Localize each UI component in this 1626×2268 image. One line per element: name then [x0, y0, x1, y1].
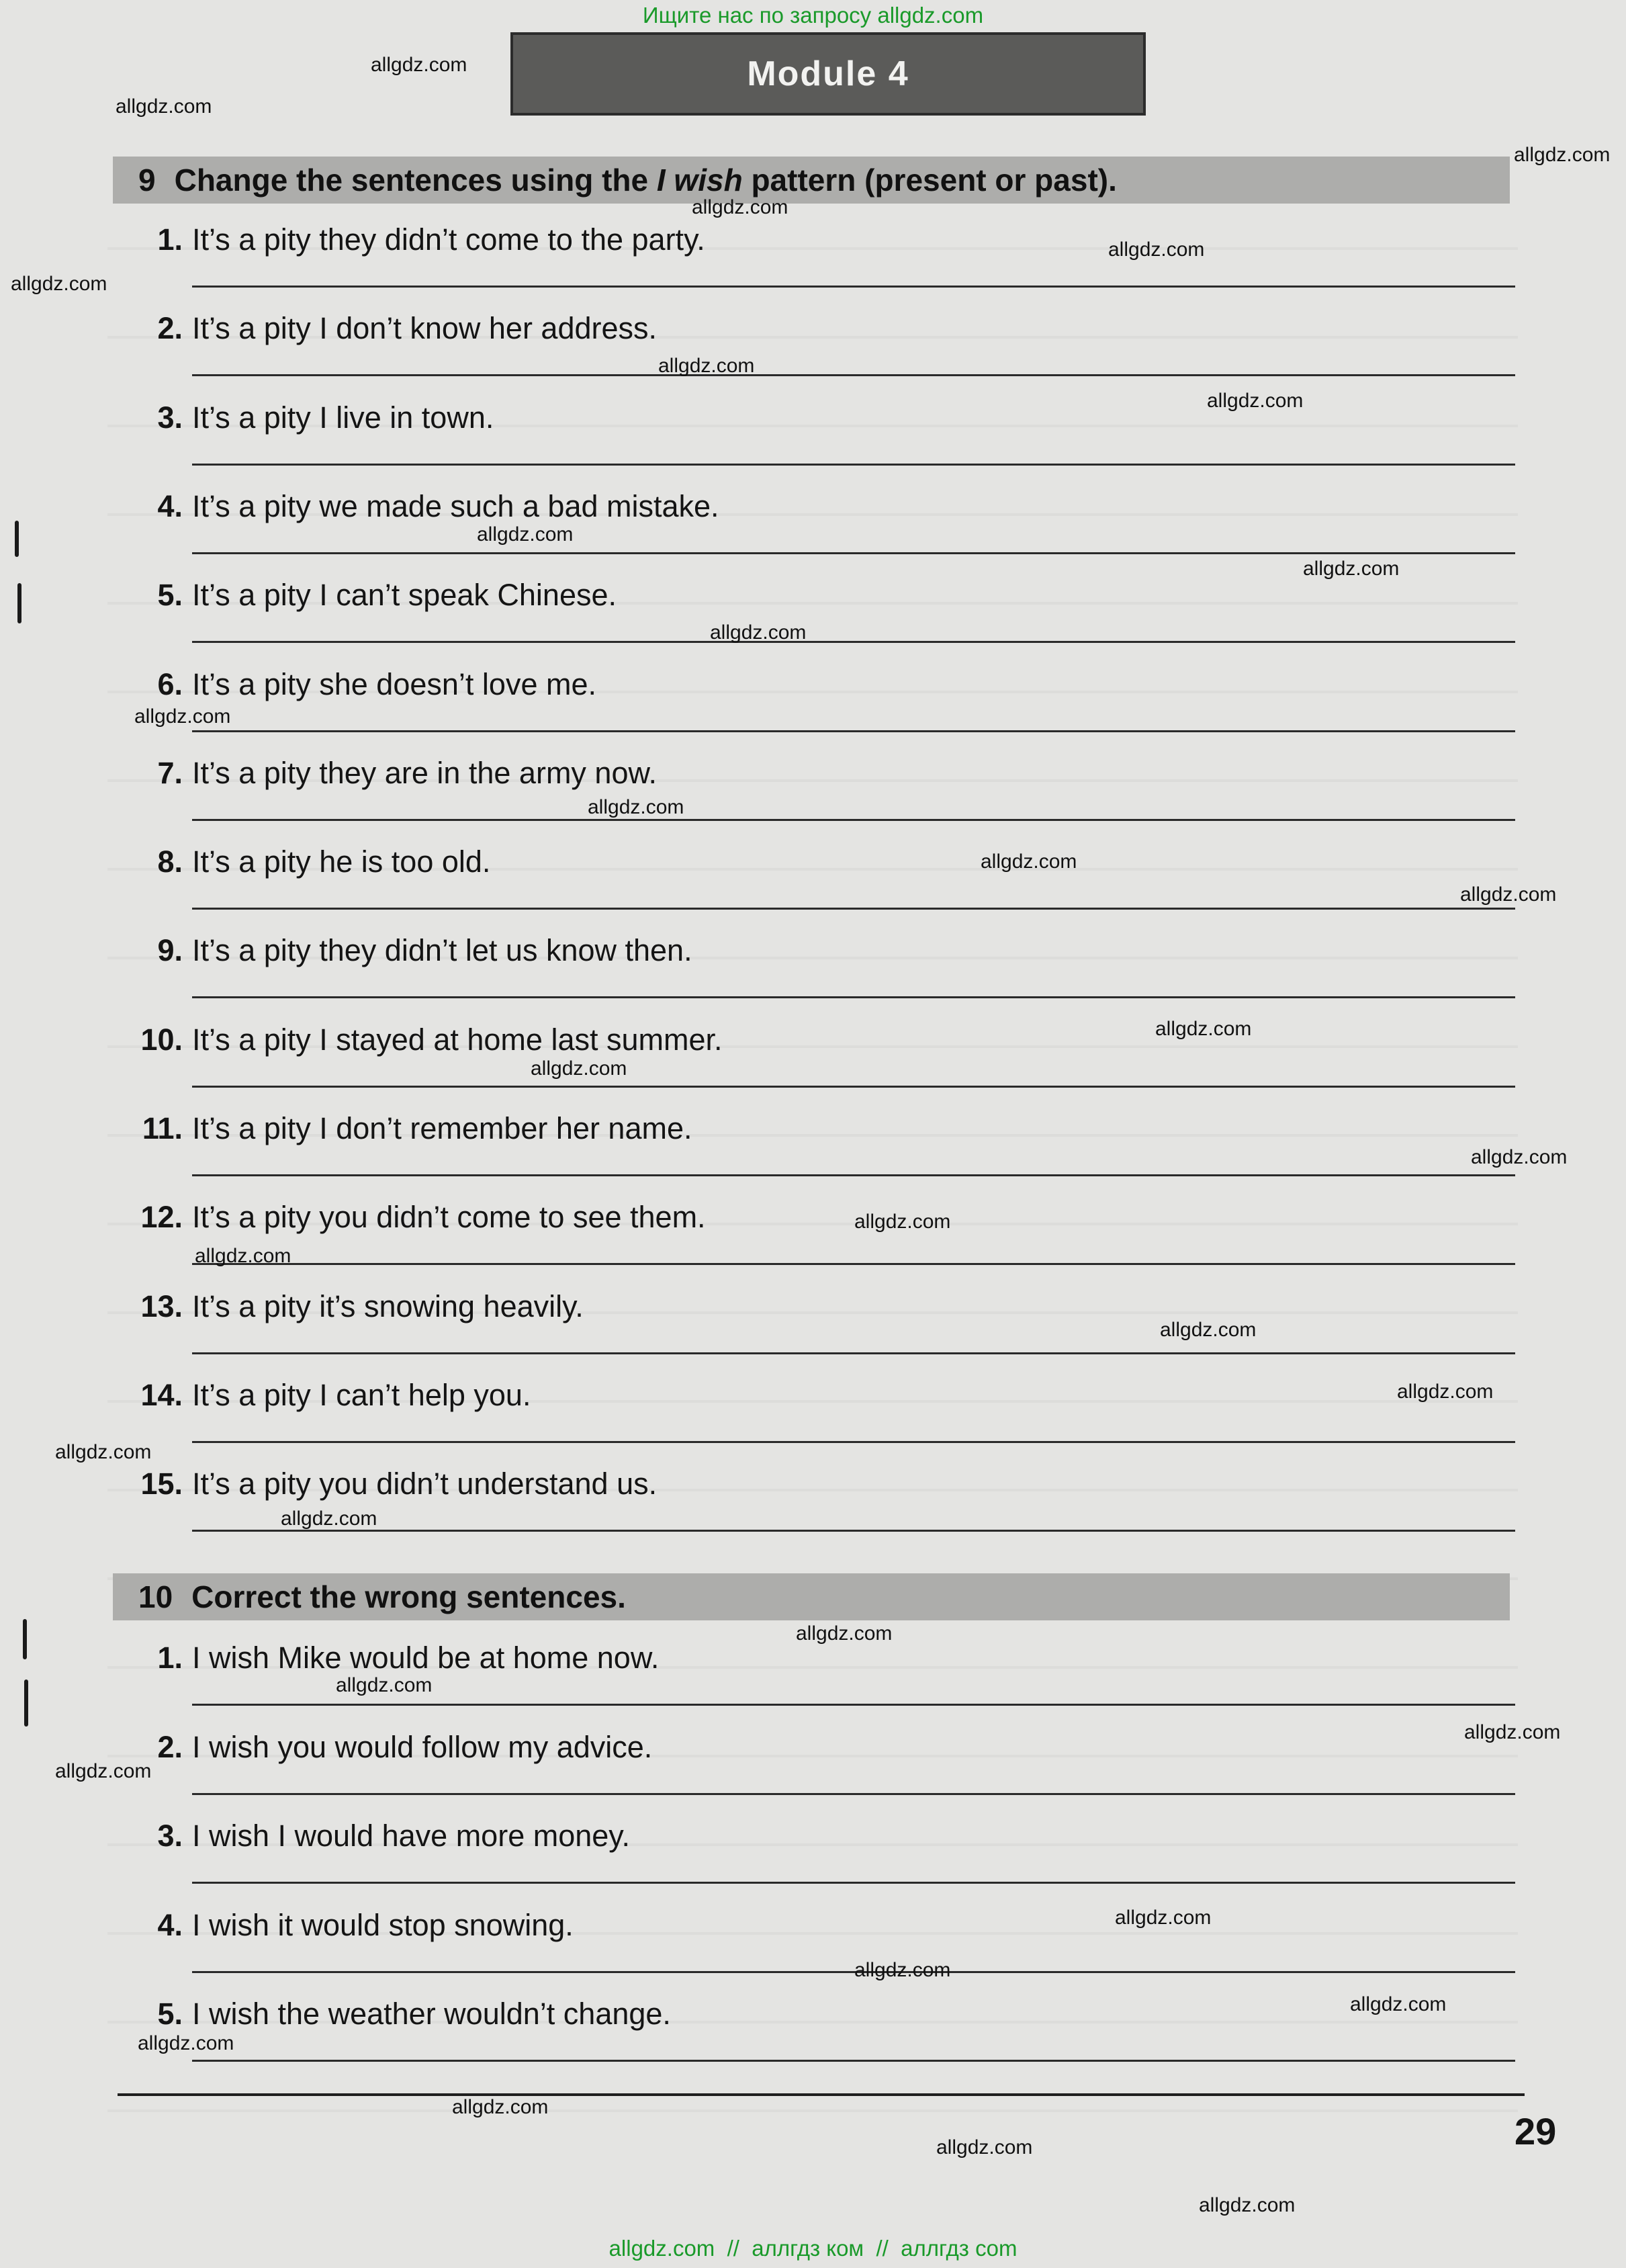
- item-number: 13.: [140, 1289, 183, 1323]
- exercise-item: [107, 662, 1518, 750]
- exercise-item: [107, 1991, 1518, 2080]
- exercise-item: [107, 1903, 1518, 1991]
- watermark: allgdz.com: [477, 523, 574, 546]
- exercise-item: [107, 1635, 1518, 1724]
- watermark: allgdz.com: [1303, 558, 1400, 580]
- item-sentence: It’s a pity they didn’t let us know then.: [192, 933, 692, 968]
- watermark: allgdz.com: [710, 621, 807, 644]
- watermark: allgdz.com: [116, 95, 212, 118]
- watermark: allgdz.com: [11, 273, 107, 295]
- answer-line[interactable]: [192, 641, 1515, 643]
- item-sentence: It’s a pity we made such a bad mistake.: [192, 488, 719, 523]
- watermark: allgdz.com: [936, 2136, 1033, 2158]
- exercise-9-heading: [113, 157, 1510, 204]
- bottom-rule: [118, 2093, 1525, 2096]
- item-number: 4.: [157, 1907, 183, 1942]
- item-sentence: It’s a pity I can’t speak Chinese.: [192, 578, 617, 613]
- watermark: allgdz.com: [134, 705, 231, 728]
- binding-mark: [15, 521, 19, 557]
- watermark: allgdz.com: [1115, 1907, 1212, 1929]
- exercise-item: [107, 750, 1518, 839]
- item-number: 15.: [140, 1467, 183, 1501]
- answer-line[interactable]: [192, 1174, 1515, 1176]
- watermark: allgdz.com: [371, 54, 467, 76]
- watermark: allgdz.com: [1460, 883, 1557, 906]
- page-number: 29: [1515, 2110, 1557, 2152]
- item-sentence: It’s a pity they are in the army now.: [192, 755, 658, 790]
- exercise-item: [107, 1106, 1518, 1194]
- answer-line[interactable]: [192, 1704, 1515, 1706]
- exercise-item: [107, 572, 1518, 661]
- answer-line[interactable]: [192, 1441, 1515, 1443]
- exercise-item: [107, 1725, 1518, 1813]
- binding-mark: [23, 1619, 27, 1659]
- answer-line[interactable]: [192, 464, 1515, 466]
- answer-line[interactable]: [192, 2060, 1515, 2062]
- exercise-title: Correct the wrong sentences.: [191, 1579, 626, 1614]
- answer-line[interactable]: [192, 1793, 1515, 1795]
- item-number: 3.: [157, 400, 183, 435]
- watermark: allgdz.com: [854, 1959, 951, 1981]
- answer-line[interactable]: [192, 1263, 1515, 1265]
- watermark: allgdz.com: [588, 796, 684, 818]
- item-number: 14.: [140, 1377, 183, 1412]
- item-sentence: I wish the weather wouldn’t change.: [192, 1997, 671, 2031]
- watermark: allgdz.com: [55, 1441, 152, 1463]
- exercise-number: 10: [138, 1579, 173, 1614]
- answer-line[interactable]: [192, 996, 1515, 998]
- watermark: allgdz.com: [1350, 1993, 1447, 2015]
- exercise-item: [107, 1461, 1518, 1550]
- exercise-item: [107, 395, 1518, 484]
- item-sentence: I wish you would follow my advice.: [192, 1729, 653, 1764]
- watermark: allgdz.com: [138, 2032, 234, 2054]
- item-sentence: It’s a pity I don’t know her address.: [192, 311, 658, 346]
- exercise-item: [107, 928, 1518, 1016]
- answer-line[interactable]: [192, 1882, 1515, 1884]
- footer-banner[interactable]: allgdz.com // аллгдз ком // аллгдз com: [608, 2236, 1018, 2261]
- item-sentence: It’s a pity she doesn’t love me.: [192, 666, 596, 701]
- item-number: 12.: [140, 1200, 183, 1235]
- binding-mark: [24, 1680, 28, 1727]
- answer-line[interactable]: [192, 1530, 1515, 1532]
- watermark: allgdz.com: [1397, 1381, 1494, 1403]
- watermark: allgdz.com: [854, 1211, 951, 1233]
- item-sentence: It’s a pity I don’t remember her name.: [192, 1111, 692, 1145]
- watermark: allgdz.com: [531, 1057, 627, 1080]
- answer-line[interactable]: [192, 286, 1515, 288]
- exercise-item: [107, 306, 1518, 394]
- item-sentence: It’s a pity you didn’t understand us.: [192, 1467, 658, 1501]
- exercise-item: [107, 1813, 1518, 1902]
- watermark: allgdz.com: [336, 1674, 433, 1696]
- item-number: 2.: [157, 1729, 183, 1764]
- watermark: allgdz.com: [1514, 144, 1611, 166]
- item-number: 1.: [157, 1641, 183, 1675]
- watermark: allgdz.com: [1207, 390, 1304, 412]
- exercise-item: [107, 1194, 1518, 1283]
- item-sentence: It’s a pity it’s snowing heavily.: [192, 1289, 584, 1323]
- answer-line[interactable]: [192, 1971, 1515, 1973]
- item-sentence: I wish it would stop snowing.: [192, 1907, 574, 1942]
- exercise-title-part: Change the sentences using the: [174, 163, 657, 198]
- item-sentence: I wish I would have more money.: [192, 1819, 630, 1853]
- item-number: 11.: [142, 1111, 183, 1145]
- answer-line[interactable]: [192, 819, 1515, 821]
- exercise-10-heading: [113, 1573, 1510, 1620]
- watermark: allgdz.com: [796, 1622, 893, 1645]
- watermark: allgdz.com: [1199, 2194, 1296, 2216]
- item-sentence: It’s a pity he is too old.: [192, 844, 491, 879]
- answer-line[interactable]: [192, 730, 1515, 732]
- item-sentence: It’s a pity they didn’t come to the party.: [192, 222, 705, 257]
- exercise-item: [107, 217, 1518, 306]
- item-number: 8.: [157, 844, 183, 879]
- answer-line[interactable]: [192, 552, 1515, 554]
- item-sentence: It’s a pity I stayed at home last summer.: [192, 1022, 723, 1057]
- watermark: allgdz.com: [658, 355, 755, 377]
- watermark: allgdz.com: [692, 196, 788, 218]
- item-sentence: It’s a pity I can’t help you.: [192, 1377, 531, 1412]
- watermark: allgdz.com: [195, 1245, 291, 1267]
- item-sentence: I wish Mike would be at home now.: [192, 1641, 660, 1675]
- item-number: 3.: [157, 1819, 183, 1853]
- watermark: allgdz.com: [1160, 1319, 1257, 1341]
- item-sentence: It’s a pity you didn’t come to see them.: [192, 1200, 706, 1235]
- watermark: allgdz.com: [981, 850, 1077, 873]
- watermark: allgdz.com: [452, 2096, 549, 2118]
- item-number: 5.: [157, 578, 183, 613]
- top-banner[interactable]: Ищите нас по запросу allgdz.com: [642, 3, 984, 28]
- item-number: 2.: [157, 311, 183, 346]
- exercise-item: [107, 1372, 1518, 1461]
- watermark: allgdz.com: [1155, 1018, 1252, 1040]
- answer-line[interactable]: [192, 374, 1515, 376]
- item-number: 7.: [157, 755, 183, 790]
- item-sentence: It’s a pity I live in town.: [192, 400, 494, 435]
- exercise-number: 9: [138, 163, 156, 198]
- item-number: 5.: [157, 1997, 183, 2031]
- item-number: 10.: [140, 1022, 183, 1057]
- answer-line[interactable]: [192, 908, 1515, 910]
- exercise-item: [107, 839, 1518, 928]
- exercise-item: [107, 1284, 1518, 1372]
- answer-line[interactable]: [192, 1352, 1515, 1354]
- watermark: allgdz.com: [1471, 1146, 1568, 1168]
- exercise-title-part: pattern (present or past).: [742, 163, 1117, 198]
- watermark: allgdz.com: [1464, 1721, 1561, 1743]
- answer-line[interactable]: [192, 1086, 1515, 1088]
- binding-mark: [17, 583, 21, 623]
- item-number: 9.: [157, 933, 183, 968]
- watermark: allgdz.com: [55, 1760, 152, 1782]
- module-header: Module 4: [510, 32, 1146, 116]
- item-number: 4.: [157, 488, 183, 523]
- exercise-title-italic: I wish: [656, 163, 743, 198]
- watermark: allgdz.com: [281, 1508, 377, 1530]
- watermark: allgdz.com: [1108, 238, 1205, 261]
- item-number: 1.: [157, 222, 183, 257]
- exercise-item: [107, 1017, 1518, 1106]
- item-number: 6.: [157, 666, 183, 701]
